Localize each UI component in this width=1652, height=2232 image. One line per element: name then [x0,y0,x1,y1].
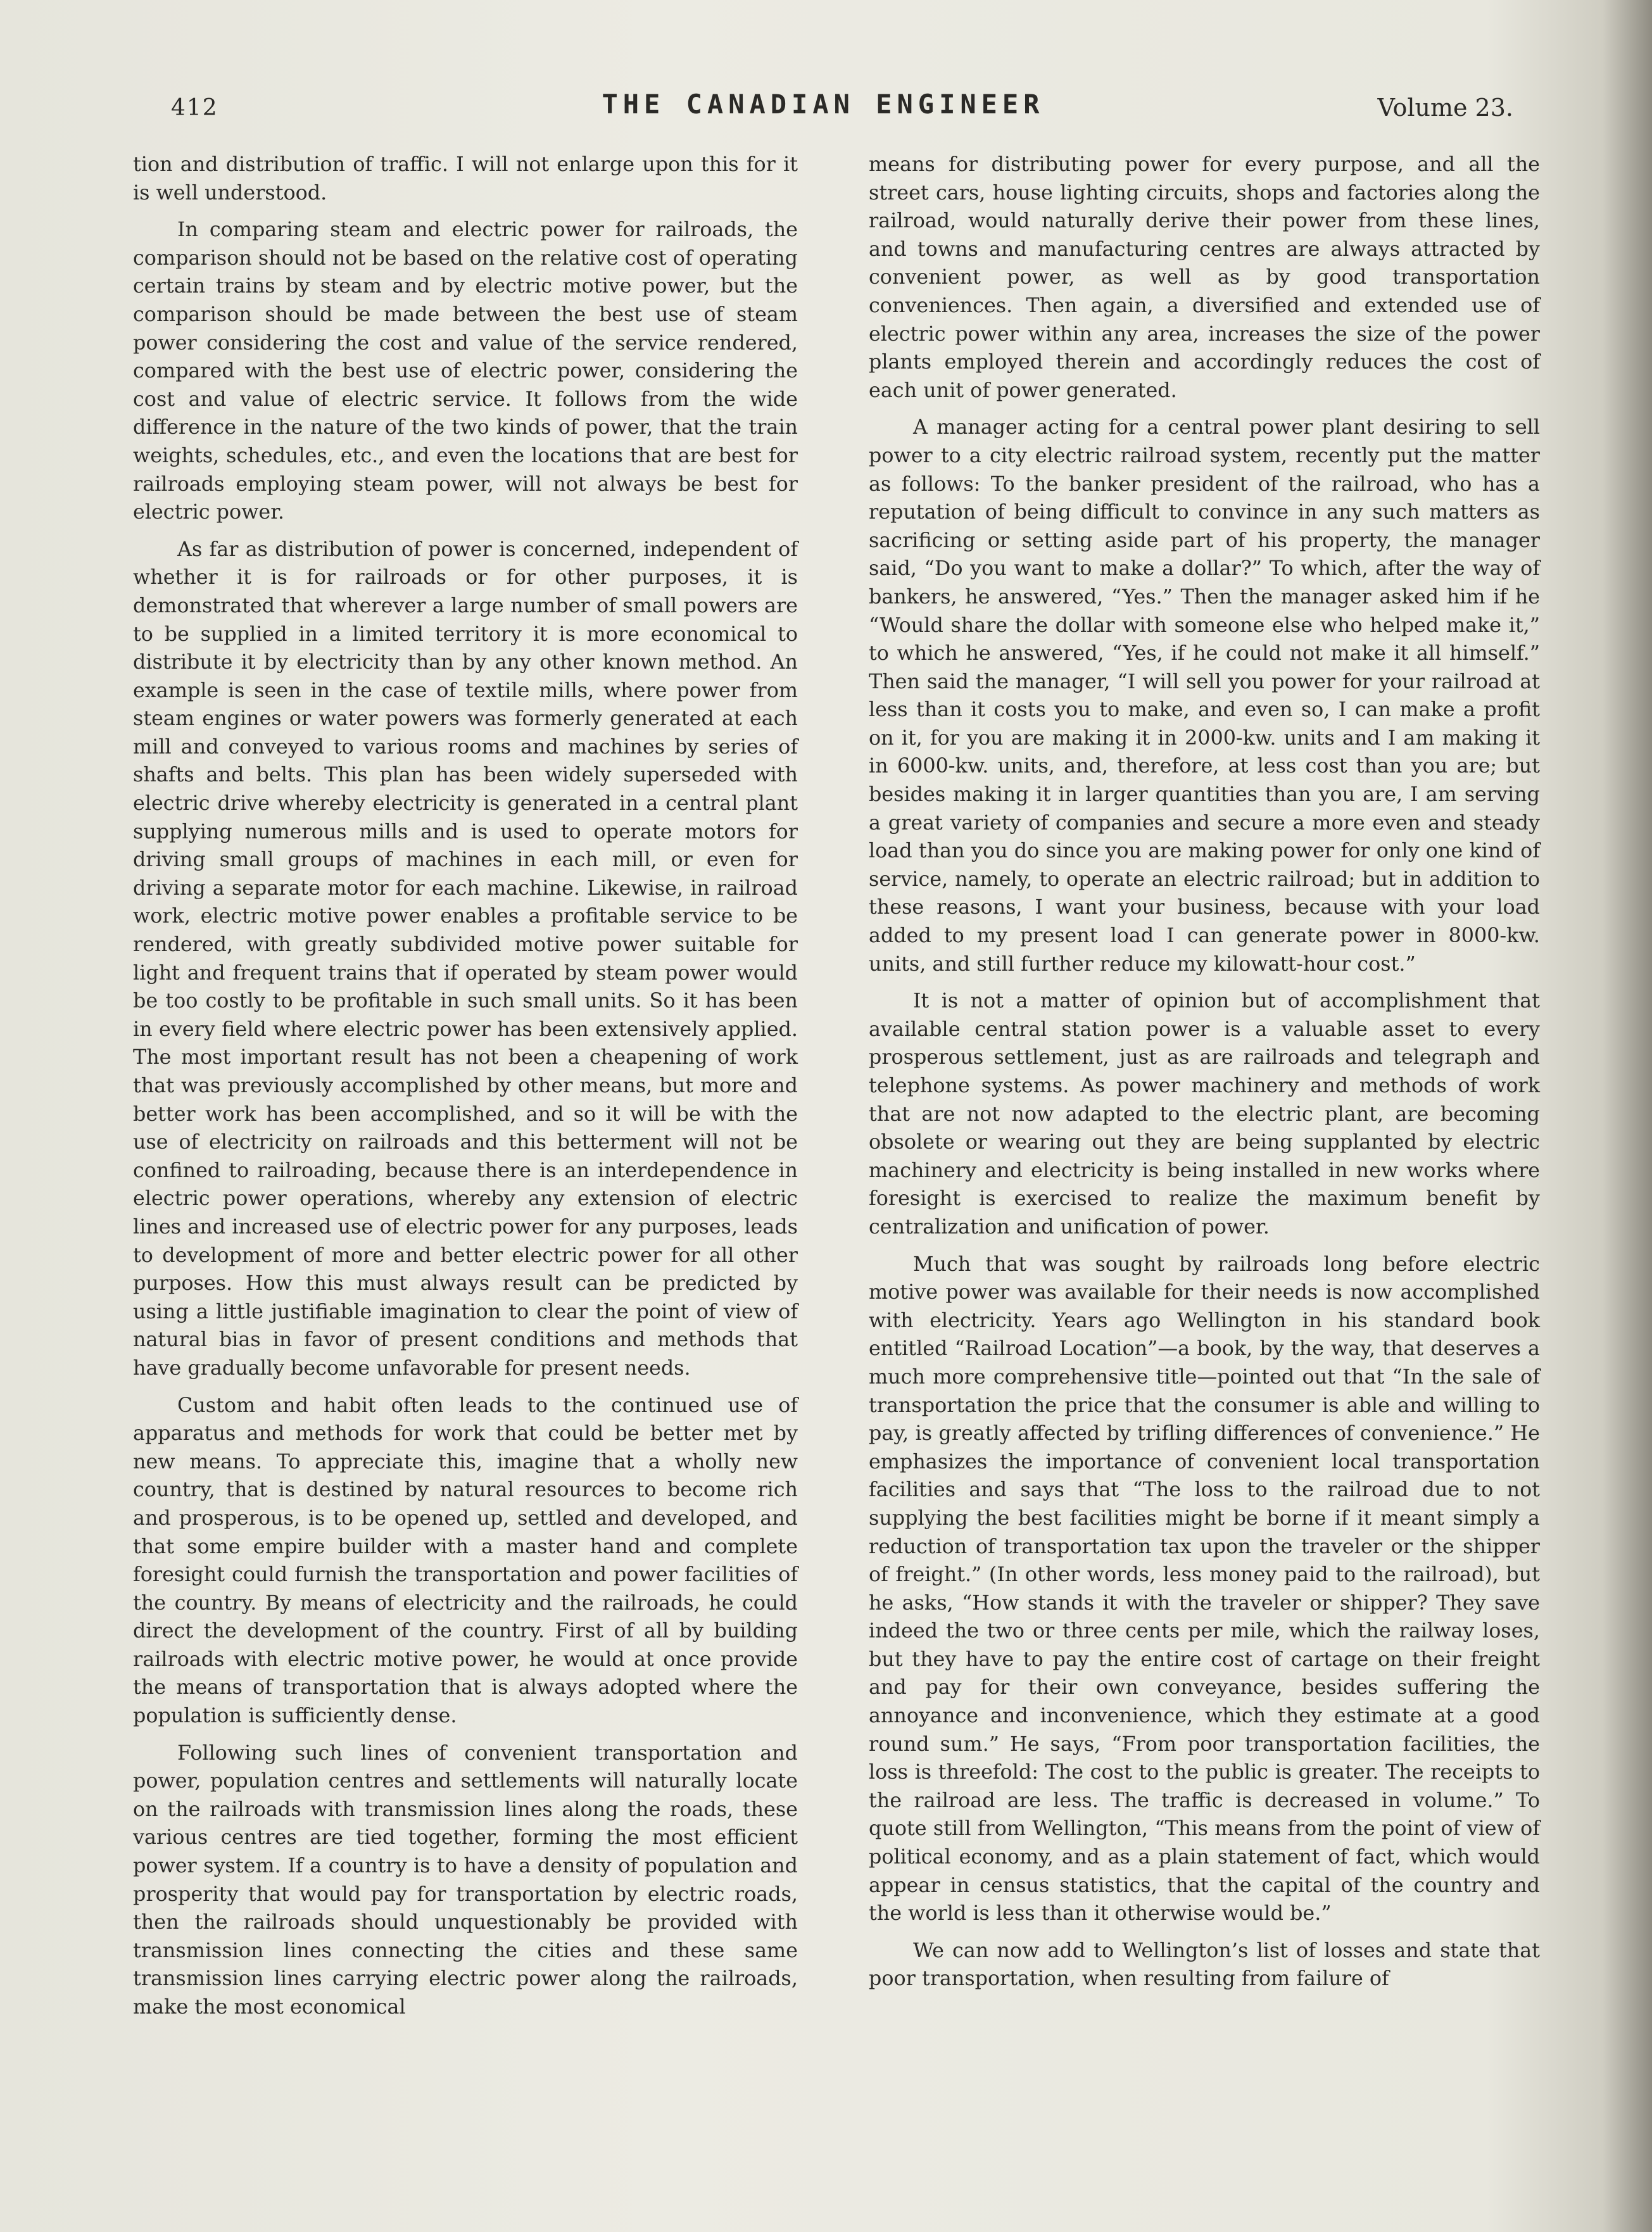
paragraph: Custom and habit often leads to the continued use of apparatus and methods for work that could be better met by new means. To appreciate this, imagine that a wholly new country, that is destined by natural resources to become rich and prosperous, is to be opened up, settled and developed, and that some empire builder with a master hand and complete foresight could furnish the transportation and power facilities of the country. By means of electricity and the railroads, he could direct the development of the country. First of all by building railroads with electric motive power, he would at once provide the means of transportation that is always adopted where the population is sufficiently dense. [133,1393,798,1728]
paragraph: In comparing steam and electric power for railroads, the comparison should not be based on the relative cost of operating certain trains by steam and by electric motive power, but the comparison should be made between the best use of steam power considering the cost and value of the service rendered, compared with the best use of electric power, considering the cost and value of electric service. It follows from the wide difference in the nature of the two kinds of power, that the train weights, schedules, etc., and even the locations that are best for railroads employing steam power, will not always be best for electric power. [133,218,798,524]
paragraph: means for distributing power for every purpose, and all the street cars, house lighting circuits, shops and factories along the railroad, would naturally derive their power from these lines, and towns and manufacturing centres are always attracted by convenient power, as well as by good transportation conveniences. Then again, a diversified and extended use of electric power within any area, increases the size of the power plants employed therein and accordingly reduces the cost of each unit of power generated. [869,153,1540,402]
left-column [133,151,798,2031]
paragraph: Following such lines of convenient transportation and power, population centres and settlements will naturally locate on the railroads with transmission lines along the roads, these various centres are tied together, forming the most efficient power system. If a country is to have a density of population and prosperity that would pay for transportation by electric roads, then the railroads should unquestionably be provided with transmission lines connecting the cities and these same transmission lines carrying electric power along the railroads, make the most economical [133,1741,798,2019]
paragraph: A manager acting for a central power plant desiring to sell power to a city electric railroad system, recently put the matter as follows: To the banker president of the railroad, who has a reputation of being difficult to convince in any such matters as sacrificing or setting aside part of his property, the manager said, “Do you want to make a dollar?” To which, after the way of bankers, he answered, “Yes.” Then the manager asked him if he “Would share the dollar with someone else who helped make it,” to which he answered, “Yes, if he could not make it all himself.” Then said the manager, “I will sell you power for your railroad at less than it costs you to make, and even so, I can make a profit on it, for you are making it in 2000-kw. units and I am making it in 6000-kw. units, and, therefore, at less cost than you are; but besides making it in larger quantities than you are, I am serving a great variety of companies and secure a more even and steady load than you do since you are making power for only one kind of service, namely, to operate an electric railroad; but in addition to these reasons, I want your business, because with your load added to my present load I can generate power in 8000-kw. units, and still further reduce my kilowatt-hour cost.” [869,415,1540,976]
paragraph: As far as distribution of power is concerned, independent of whether it is for railroads or for other purposes, it is demonstrated that wherever a large number of small powers are to be supplied in a limited territory it is more economical to distribute it by electricity than by any other known method. An example is seen in the case of textile mills, where power from steam engines or water powers was formerly generated at each mill and conveyed to various rooms and machines by series of shafts and belts. This plan has been widely superseded with electric drive whereby electricity is generated in a central plant supplying numerous mills and is used to operate motors for driving small groups of machines in each mill, or even for driving a separate motor for each machine. Likewise, in railroad work, electric motive power enables a profitable service to be rendered, with greatly subdivided motive power suitable for light and frequent trains that if operated by steam power would be too costly to be profitable in such small units. So it has been in every field where electric power has been extensively applied. The most important result has not been a cheapening of work that was previously accomplished by other means, but more and better work has been accomplished, and so it will be with the use of electricity on railroads and this betterment will not be confined to railroading, because there is an interdependence in electric power operations, whereby any extension of electric lines and increased use of electric power for any purposes, leads to development of more and better electric power for all other purposes. How this must always result can be predicted by using a little justifiable imagination to clear the point of view of natural bias in favor of present conditions and methods that have gradually become unfavorable for present needs. [133,537,798,1380]
running-header [120,89,1526,127]
paragraph: tion and distribution of traffic. I will not enlarge upon this for it is well understood. [133,153,798,205]
paragraph: Much that was sought by railroads long before electric motive power was available for their needs is now accomplished with electricity. Years ago Wellington in his standard book entitled “Railroad Location”—a book, by the way, that deserves a much more comprehensive title—pointed out that “In the sale of transportation the price that the consumer is able and willing to pay, is greatly affected by trifling differences of convenience.” He emphasizes the importance of convenient local transportation facilities and says that “The loss to the railroad due to not supplying the best facilities might be borne if it meant simply a reduction of transportation tax upon the traveler or the shipper of freight.” (In other words, less money paid to the railroad), but he asks, “How stands it with the traveler or shipper? They save indeed the two or three cents per mile, which the railway loses, but they have to pay the entire cost of cartage on their freight and pay for their own conveyance, besides suffering the annoyance and inconvenience, which they estimate at a good round sum.” He says, “From poor transportation facilities, the loss is threefold: The cost to the public is greater. The receipts to the railroad are less. The traffic is decreased in volume.” To quote still from Wellington, “This means from the point of view of political economy, and as a plain statement of fact, which would appear in census statistics, that the capital of the country and the world is less than it otherwise would be.” [869,1252,1540,1926]
paragraph: It is not a matter of opinion but of accomplishment that available central station power is a valuable asset to every prosperous settlement, just as are railroads and telegraph and telephone systems. As power machinery and methods of work that are not now adapted to the electric plant, are becoming obsolete or wearing out they are being supplanted by electric machinery and electricity is being installed in new works where foresight is exercised to realize the maximum benefit by centralization and unification of power. [869,989,1540,1239]
volume-label: Volume 23. [1377,94,1513,122]
page-number: 412 [171,95,218,121]
journal-title: THE CANADIAN ENGINEER [602,89,1045,120]
right-column [869,151,1540,2002]
paragraph: We can now add to Wellington’s list of losses and state that poor transportation, when resulting from failure of [869,1938,1540,1991]
